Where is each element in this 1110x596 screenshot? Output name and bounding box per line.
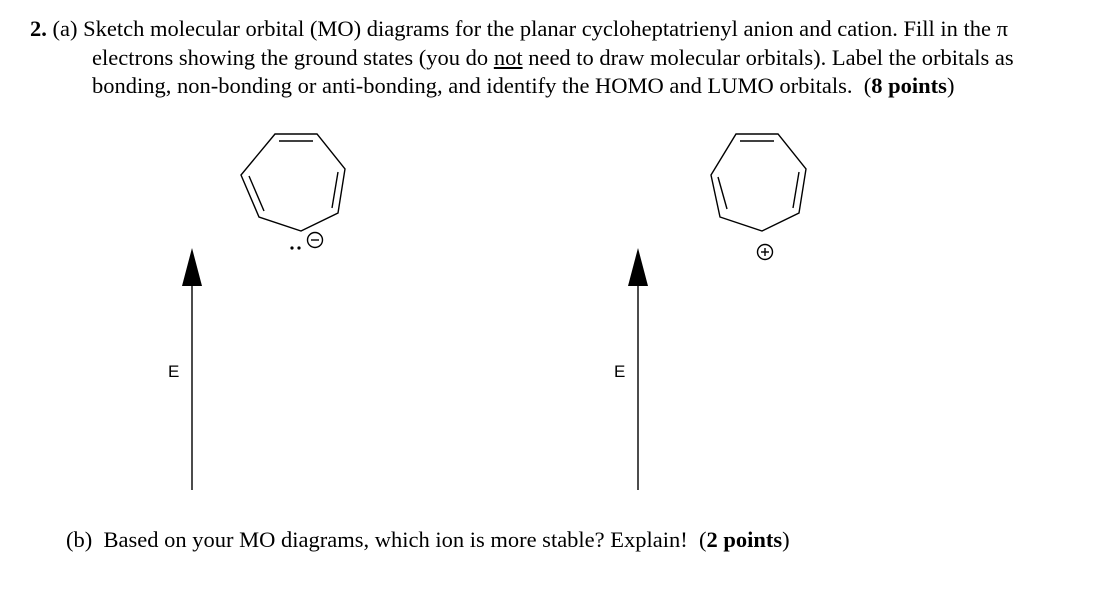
part-b-label: (b) [66, 527, 93, 552]
cation-arrowhead [628, 248, 648, 286]
question-number: 2. [30, 16, 47, 41]
cation-energy-label: E [614, 362, 626, 381]
cation-energy-axis [628, 248, 648, 490]
part-a-label: (a) [52, 16, 78, 41]
anion-lone-pair [290, 246, 300, 249]
part-b-points: 2 points [706, 527, 783, 552]
part-a-text-4: bonding, non-bonding or anti-bonding, and identify the HOMO and LUMO orbitals. [92, 73, 853, 98]
anion-energy-axis [182, 248, 202, 490]
part-a-points: 8 points [871, 73, 947, 98]
question-2-part-b [66, 527, 790, 553]
not-word: not [493, 44, 523, 70]
part-a-text-3: need to draw molecular orbitals). Label the orbitals as [528, 44, 1014, 70]
anion-structure [241, 134, 345, 248]
part-b-text: Based on your MO diagrams, which ion is more stable? Explain! [103, 527, 688, 552]
anion-heptagon [241, 134, 345, 231]
part-b-points-close: ) [782, 527, 790, 552]
pi-symbol: π [996, 16, 1008, 41]
points-close: ) [946, 73, 955, 98]
cation-structure [711, 134, 806, 260]
part-b-points-open: ( [699, 527, 707, 552]
part-a-text-1: Sketch molecular orbital (MO) diagrams for the planar cycloheptatrienyl anion and cation. Fill in the [83, 16, 991, 41]
anion-energy-label: E [168, 362, 180, 381]
cation-double-bond-right [793, 172, 799, 208]
anion-arrowhead [182, 248, 202, 286]
anion-double-bond-right [332, 172, 338, 208]
cation-double-bond-left [718, 177, 727, 209]
part-a-text-2: electrons showing the ground states (you do [92, 44, 489, 70]
cation-heptagon [711, 134, 806, 231]
anion-double-bond-left [249, 176, 264, 211]
points-open: ( [863, 73, 872, 98]
